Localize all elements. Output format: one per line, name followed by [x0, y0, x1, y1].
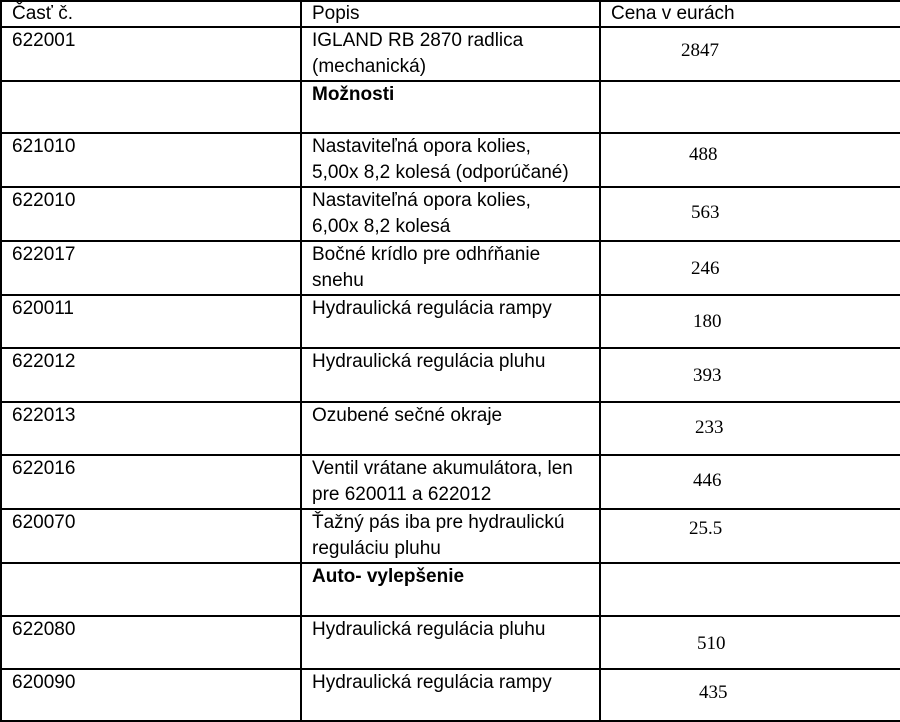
cell-price: 563 — [600, 187, 900, 241]
cell-part: 622017 — [1, 241, 301, 295]
cell-part: 621010 — [1, 133, 301, 187]
cell-part: 622010 — [1, 187, 301, 241]
cell-price: 180 — [600, 295, 900, 348]
header-part: Časť č. — [1, 1, 301, 27]
cell-description: Nastaviteľná opora kolies, 5,00x 8,2 kolesá (odporúčané) — [301, 133, 600, 187]
cell-part: 622016 — [1, 455, 301, 509]
cell-description: Ventil vrátane akumulátora, len pre 620011 a 622012 — [301, 455, 600, 509]
cell-part: 622013 — [1, 402, 301, 455]
header-price: Cena v eurách — [600, 1, 900, 27]
cell-part: 622012 — [1, 348, 301, 402]
cell-description: Nastaviteľná opora kolies, 6,00x 8,2 kolesá — [301, 187, 600, 241]
cell-description: Hydraulická regulácia rampy — [301, 669, 600, 721]
cell-part — [1, 81, 301, 133]
cell-part: 622080 — [1, 616, 301, 669]
table-row — [1, 402, 900, 455]
cell-price — [600, 563, 900, 616]
cell-description: Hydraulická regulácia pluhu — [301, 616, 600, 669]
header-description: Popis — [301, 1, 600, 27]
cell-part: 620011 — [1, 295, 301, 348]
table-header-row — [1, 1, 900, 27]
cell-section-title: Možnosti — [301, 81, 600, 133]
cell-price — [600, 81, 900, 133]
cell-part — [1, 563, 301, 616]
cell-price: 488 — [600, 133, 900, 187]
table-section-row — [1, 81, 900, 133]
table-row — [1, 133, 900, 187]
cell-part: 622001 — [1, 27, 301, 81]
cell-price: 25.5 — [600, 509, 900, 563]
cell-description: Ozubené sečné okraje — [301, 402, 600, 455]
table-row — [1, 27, 900, 81]
cell-part: 620090 — [1, 669, 301, 721]
cell-description: Hydraulická regulácia pluhu — [301, 348, 600, 402]
cell-price: 510 — [600, 616, 900, 669]
cell-price: 446 — [600, 455, 900, 509]
table-row — [1, 509, 900, 563]
cell-description: Ťažný pás iba pre hydraulickú reguláciu pluhu — [301, 509, 600, 563]
cell-description: Bočné krídlo pre odhŕňanie snehu — [301, 241, 600, 295]
cell-description: Hydraulická regulácia rampy — [301, 295, 600, 348]
table-row — [1, 187, 900, 241]
table-row — [1, 455, 900, 509]
cell-price: 393 — [600, 348, 900, 402]
table-row — [1, 295, 900, 348]
cell-description: IGLAND RB 2870 radlica (mechanická) — [301, 27, 600, 81]
table-row — [1, 616, 900, 669]
table-section-row — [1, 563, 900, 616]
cell-price: 233 — [600, 402, 900, 455]
table-row — [1, 669, 900, 721]
table-row — [1, 241, 900, 295]
table-row — [1, 348, 900, 402]
cell-part: 620070 — [1, 509, 301, 563]
cell-section-title: Auto- vylepšenie — [301, 563, 600, 616]
cell-price: 246 — [600, 241, 900, 295]
cell-price: 2847 — [600, 27, 900, 81]
cell-price: 435 — [600, 669, 900, 721]
